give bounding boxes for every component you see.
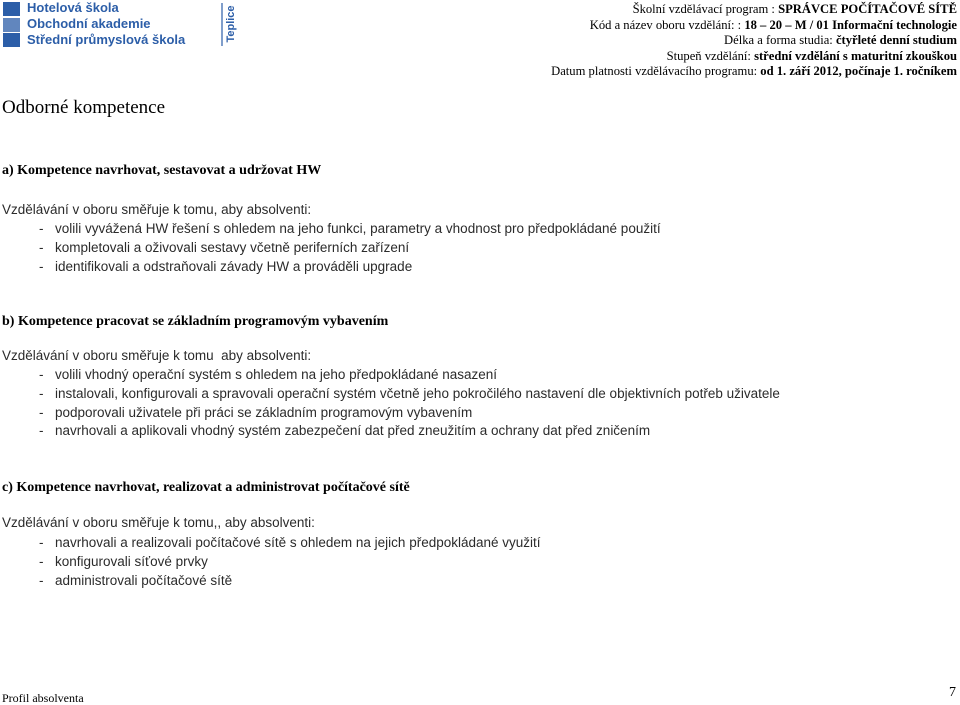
list-item-text: kompletovali a oživovali sestavy včetně periferních zařízení: [55, 239, 410, 255]
page-title: Odborné kompetence: [2, 97, 166, 118]
list-item: [0, 572, 541, 591]
list-marker: -: [39, 258, 44, 274]
list-marker: -: [39, 423, 44, 439]
list-item: [0, 220, 661, 239]
header-value: střední vzdělání s maturitní zkouškou: [754, 48, 957, 63]
school-logo: [0, 0, 245, 50]
page-number: 7: [949, 685, 956, 700]
list-marker: -: [39, 367, 44, 382]
section-intro: Vzdělávání v oboru směřuje k tomu,, aby absolventi:: [2, 515, 315, 530]
list-item-text: instalovali, konfigurovali a spravovali operační systém včetně jeho pokročilého nastavení dle objektivních potřeb uživatele: [55, 385, 780, 401]
competence-list-software: [0, 366, 780, 441]
header-label: Stupeň vzdělání:: [666, 48, 751, 63]
list-item-text: podporovali uživatele při práci se základním programovým vybavením: [55, 404, 473, 420]
list-marker: -: [39, 385, 44, 401]
section-intro: Vzdělávání v oboru směřuje k tomu aby absolventi:: [2, 348, 312, 363]
list-marker: -: [39, 553, 44, 569]
list-item: [0, 258, 661, 277]
header-line-study-form: [551, 33, 957, 49]
document-header: [551, 2, 957, 80]
header-label: Školní vzdělávací program :: [632, 2, 775, 16]
header-label: Datum platnosti vzdělávacího programu:: [551, 64, 758, 78]
header-label: Délka a forma studia:: [724, 33, 833, 47]
list-item: [0, 239, 661, 258]
list-item-text: navrhovali a aplikovali vhodný systém zabezpečení dat před zneužitím a ochrany dat před zničením: [55, 423, 651, 439]
logo-line-business-academy: Obchodní akademie: [27, 16, 151, 31]
section-heading-networks: c) Kompetence navrhovat, realizovat a administrovat počítačové sítě: [2, 480, 410, 495]
logo-line-technical-school: Střední průmyslová škola: [27, 32, 186, 47]
competence-list-networks: [0, 534, 541, 590]
list-item-text: volili vyvážená HW řešení s ohledem na jeho funkci, parametry a vhodnost pro předpokládané použití: [55, 221, 661, 236]
list-item-text: administrovali počítačové sítě: [55, 572, 233, 588]
list-item-text: konfigurovali síťové prvky: [55, 553, 208, 569]
logo-city: Teplice: [225, 5, 237, 43]
list-marker: -: [39, 221, 44, 236]
header-line-field-code: [551, 18, 957, 34]
header-value: čtyřleté denní studium: [835, 33, 957, 47]
list-marker: -: [39, 535, 44, 550]
list-item: [0, 422, 780, 441]
header-line-program: [551, 2, 957, 18]
footer-section-title: Profil absolventa: [2, 691, 84, 705]
header-value: 18 – 20 – M / 01 Informační technologie: [744, 17, 957, 32]
header-label: Kód a název oboru vzdělání: :: [589, 17, 742, 32]
section-heading-software: b) Kompetence pracovat se základním programovým vybavením: [2, 314, 389, 329]
logo-text: [27, 0, 185, 48]
logo-line-hotel-school: Hotelová škola: [27, 0, 119, 15]
list-marker: -: [39, 572, 44, 588]
school-emblem-icon: [3, 2, 20, 47]
logo-divider: [221, 3, 223, 46]
list-item-text: identifikovali a odstraňovali závady HW a prováděli upgrade: [55, 258, 413, 274]
header-line-education-level: [551, 49, 957, 65]
list-item: [0, 534, 541, 553]
list-item: [0, 385, 780, 404]
competence-list-hw: [0, 220, 661, 276]
list-marker: -: [39, 404, 44, 420]
section-intro: Vzdělávání v oboru směřuje k tomu, aby absolventi:: [2, 202, 312, 217]
header-value: od 1. září 2012, počínaje 1. ročníkem: [760, 64, 957, 78]
list-item-text: navrhovali a realizovali počítačové sítě s ohledem na jejich předpokládané využití: [55, 535, 541, 550]
list-item: [0, 404, 780, 423]
list-item: [0, 366, 780, 385]
header-line-validity: [551, 64, 957, 80]
section-heading-hw: a) Kompetence navrhovat, sestavovat a udržovat HW: [2, 163, 322, 178]
header-value: SPRÁVCE POČÍTAČOVÉ SÍTĚ: [778, 2, 957, 16]
list-item: [0, 553, 541, 572]
list-marker: -: [39, 239, 44, 255]
list-item-text: volili vhodný operační systém s ohledem na jeho předpokládané nasazení: [55, 367, 498, 382]
